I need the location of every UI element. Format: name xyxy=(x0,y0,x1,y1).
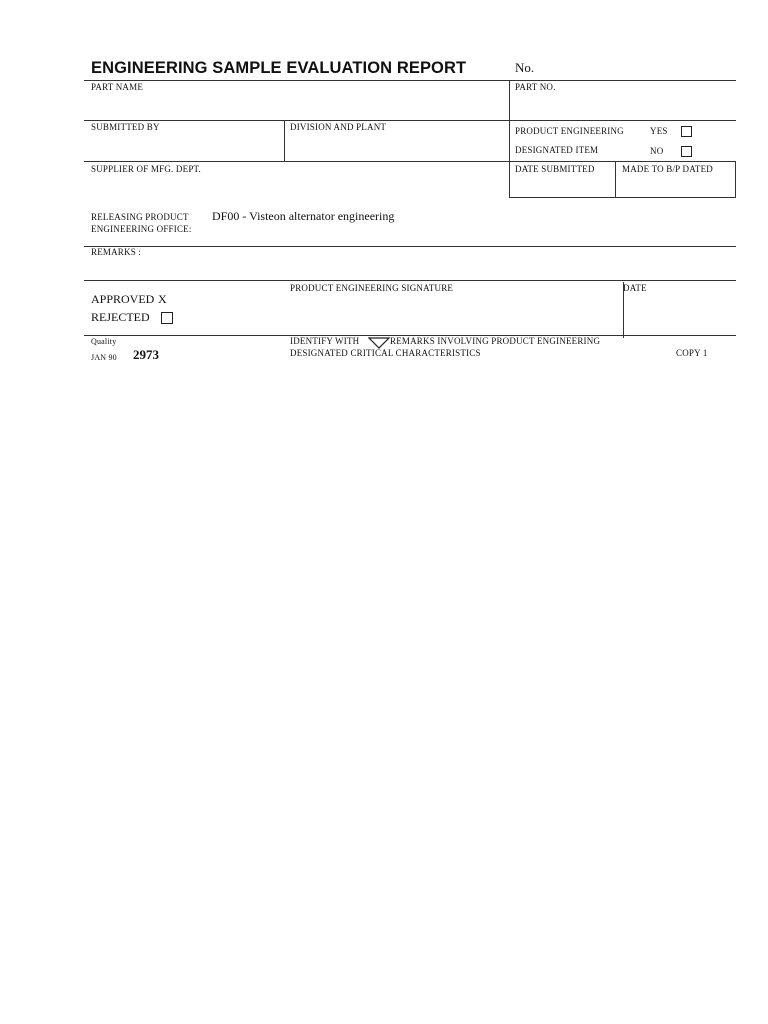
rule-remarks xyxy=(84,280,736,281)
report-title: ENGINEERING SAMPLE EVALUATION REPORT xyxy=(91,59,467,77)
releasing-label-line1: RELEASING PRODUCT xyxy=(91,212,189,222)
vrule-division xyxy=(284,120,285,161)
remarks-label: REMARKS : xyxy=(91,247,142,257)
date-submitted-label: DATE SUBMITTED xyxy=(515,164,595,174)
rule-top xyxy=(84,80,736,81)
rule-row3-right xyxy=(509,197,736,198)
vrule-right-column xyxy=(509,80,510,197)
rejected-label: REJECTED xyxy=(91,310,150,324)
no-checkbox[interactable] xyxy=(681,146,692,157)
critical-characteristics-label: DESIGNATED CRITICAL CHARACTERISTICS xyxy=(290,348,481,358)
date-label: DATE xyxy=(623,283,647,293)
rule-row2 xyxy=(84,161,736,162)
form-number: 2973 xyxy=(133,347,159,362)
part-no-label: PART NO. xyxy=(515,82,556,92)
copy-label: COPY 1 xyxy=(676,348,708,358)
product-engineering-label: PRODUCT ENGINEERING xyxy=(515,126,624,136)
approved-label: APPROVED xyxy=(91,292,155,306)
rule-row1 xyxy=(84,120,736,121)
no-label: NO xyxy=(650,146,664,156)
approved-mark[interactable]: X xyxy=(158,292,167,306)
part-name-label: PART NAME xyxy=(91,82,144,92)
submitted-by-label: SUBMITTED BY xyxy=(91,122,160,132)
quality-label: Quality xyxy=(91,337,117,346)
vrule-made-to xyxy=(615,161,616,197)
division-plant-label: DIVISION AND PLANT xyxy=(290,122,387,132)
made-to-bp-label: MADE TO B/P DATED xyxy=(622,164,713,174)
signature-label: PRODUCT ENGINEERING SIGNATURE xyxy=(290,283,454,293)
supplier-label: SUPPLIER OF MFG. DEPT. xyxy=(91,164,202,174)
designated-item-label: DESIGNATED ITEM xyxy=(515,145,599,155)
releasing-label-line2: ENGINEERING OFFICE: xyxy=(91,224,192,234)
rule-releasing xyxy=(84,246,736,247)
yes-label: YES xyxy=(650,126,668,136)
report-number-label: No. xyxy=(515,60,535,75)
form-date: JAN 90 xyxy=(91,353,117,362)
remarks-involving-label: REMARKS INVOLVING PRODUCT ENGINEERING xyxy=(390,336,601,346)
identify-with-label: IDENTIFY WITH xyxy=(290,336,360,346)
rejected-checkbox[interactable] xyxy=(161,312,173,324)
releasing-office-value: DF00 - Visteon alternator engineering xyxy=(212,209,395,223)
yes-checkbox[interactable] xyxy=(681,126,692,137)
vrule-right-edge xyxy=(735,161,736,197)
